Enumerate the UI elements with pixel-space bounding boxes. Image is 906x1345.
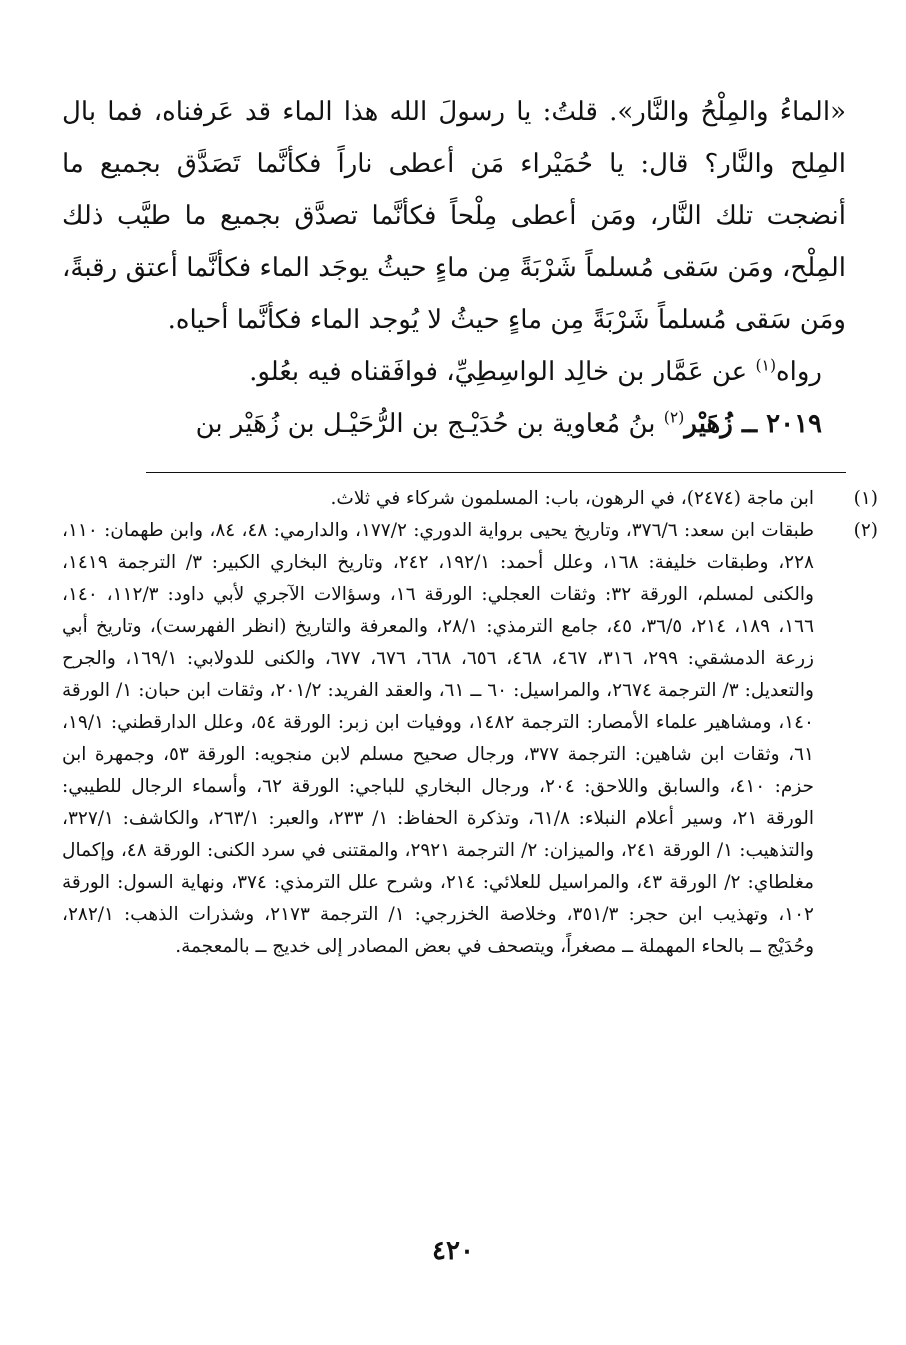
entry-2019 — [62, 398, 846, 450]
footnote-text: ابن ماجة (٢٤٧٤)، في الرهون، باب: المسلمون شركاء في ثلاث. — [330, 488, 814, 509]
footnotes — [62, 483, 878, 963]
entry-number-name: ٢٠١٩ ــ زُهَيْر — [684, 409, 822, 439]
book-page — [62, 86, 878, 963]
footnote-number: (٢) — [853, 520, 878, 541]
entry-lineage: بنُ مُعاوية بن حُدَيْـج بن الرُّحَيْـل بن زُهَيْر بن — [195, 409, 664, 439]
narration-note — [62, 346, 846, 398]
footnote-2 — [62, 515, 878, 963]
footnote-1 — [62, 483, 878, 515]
narration-prefix: رواه — [776, 357, 822, 387]
footnote-text: طبقات ابن سعد: ٣٧٦/٦، وتاريخ يحيى برواية الدوري: ١٧٧/٢، والدارمي: ٤٨، ٨٤، وابن طهمان: ١١٠، ٢٢٨، وطبقات خليفة: ١٦٨، وعلل أحمد: ١٩٢/١، ٢٤٢، وتاريخ البخاري الكبير: ٣/ الترجمة ١٤١٩، والكنى لمسلم، الورقة ٣٢: وثقات العجلي: الورقة ١٦، وسؤالات الآجري لأبي داود: ١١٢/٣، ١٤٠، ١٦٦، ١٨٩، ٢١٤، ٣٦/٥، ٤٥، جامع الترمذي: ٢٨/١، والمعرفة والتاريخ (انظر الفهرست)، وتاريخ أبي زرعة الدمشقي: ٢٩٩، ٣١٦، ٤٦٧، ٤٦٨، ٦٥٦، ٦٦٨، ٦٧٦، ٦٧٧، والكنى للدولابي: ١٦٩/١، والجرح والتعديل: ٣/ الترجمة ٢٦٧٤، والمراسيل: ٦٠ ــ ٦١، والعقد الفريد: ٢٠١/٢، وثقات ابن حبان: ١/ الورقة ١٤٠، ومشاهير علماء الأمصار: الترجمة ١٤٨٢، ووفيات ابن زبر: الورقة ٥٤، وعلل الدارقطني: ١٩/١، ٦١، وثقات ابن شاهين: الترجمة ٣٧٧، ورجال صحيح مسلم لابن منجويه: الورقة ٥٣، وجمهرة ابن حزم: ٤١٠، والسابق واللاحق: ٢٠٤، ورجال البخاري للباجي: الورقة ٦٢، وأسماء الرجال للطيبي: الورقة ٢١، وسير أعلام النبلاء: ٦١/٨، وتذكرة الحفاظ: ١/ ٢٣٣، والعبر: ٢٦٣/١، والكاشف: ٣٢٧/١، والتذهيب: ١/ الورقة ٢٤١، والميزان: ٢/ الترجمة ٢٩٢١، والمقتنى في سرد الكنى: الورقة ٤٨، وإكمال مغلطاي: ٢/ الورقة ٤٣، والمراسيل للعلائي: ٢١٤، وشرح علل الترمذي: ٣٧٤، ونهاية السول: الورقة ١٠٢، وتهذيب ابن حجر: ٣٥١/٣، وخلاصة الخزرجي: ١/ الترجمة ٢١٧٣، وشذرات الذهب: ٢٨٢/١، وحُدَيْج ــ بالحاء المهملة ــ مصغراً، ويتصحف في بعض المصادر إلى خديج ــ بالمعجمة. — [62, 520, 815, 957]
footnote-marker-1: (١) — [755, 356, 777, 375]
main-text — [62, 86, 846, 450]
footnote-marker-2: (٢) — [663, 408, 685, 427]
footnote-number: (١) — [853, 488, 878, 509]
footnote-divider — [146, 472, 846, 473]
page-number: ٤٢٠ — [432, 1236, 474, 1266]
hadith-paragraph: «الماءُ والمِلْحُ والنَّار». قلتُ: يا رسولَ الله هذا الماء قد عَرفناه، فما بال المِلح والنَّار؟ قال: يا حُمَيْراء مَن أعطى ناراً فكأنَّما تَصَدَّق بجميع ما أنضجت تلك النَّار، ومَن أعطى مِلْحاً فكأنَّما تصدَّق بجميع ما طيَّب ذلك المِلْح، ومَن سَقى مُسلماً شَرْبَةً مِن ماءٍ حيثُ يوجَد الماء فكأنَّما أعتق رقبةً، ومَن سَقى مُسلماً شَرْبَةً مِن ماءٍ حيثُ لا يُوجد الماء فكأنَّما أحياه. — [62, 97, 846, 335]
narration-text: عن عَمَّار بن خالِد الواسِطِيِّ، فوافَقناه فيه بعُلو. — [249, 357, 756, 387]
